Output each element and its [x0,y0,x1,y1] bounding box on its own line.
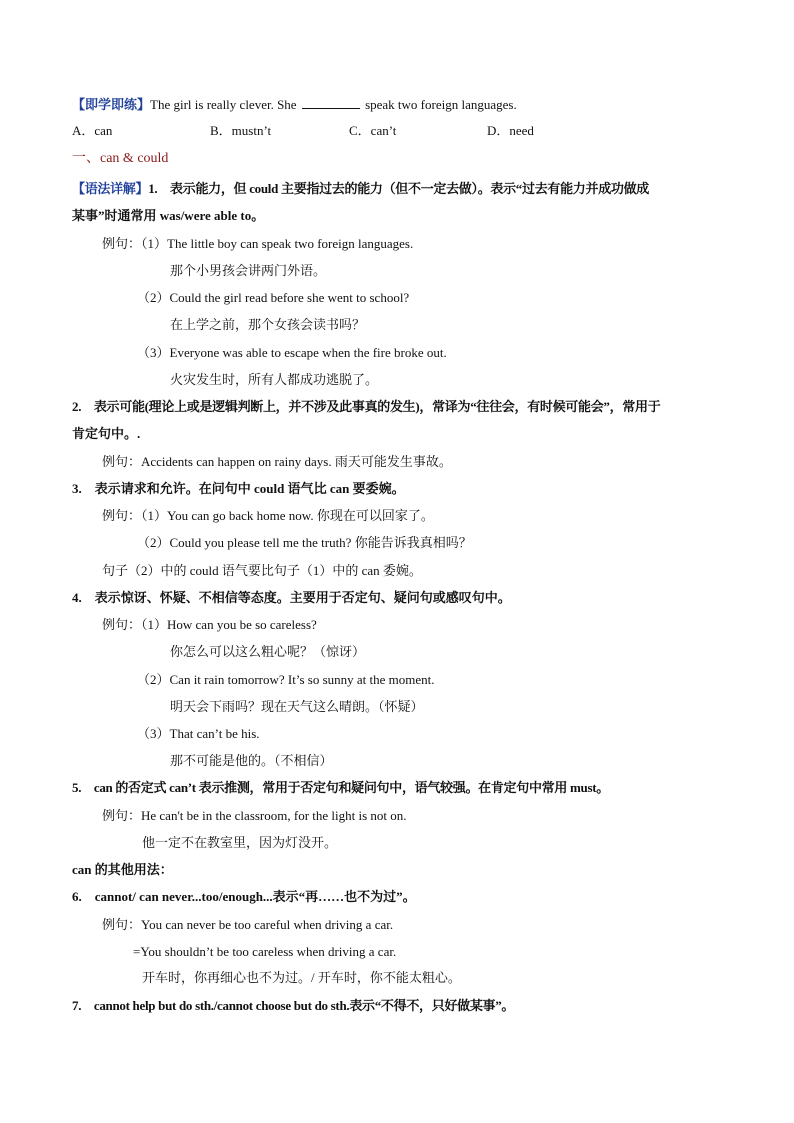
point-2-heading: 2. 表示可能(理论上或是逻辑判断上，并不涉及此事真的发生)，常译为“往往会，有时候可能会”，常用于 [72,399,661,414]
practice-tag: 【即学即练】 [72,97,151,112]
point-4-example-3-zh: 那不可能是他的。（不相信） [170,753,333,768]
point-5-example-zh: 他一定不在教室里，因为灯没开。 [142,835,338,850]
point-1-heading-cont: 某事”时通常用 was/were able to。 [72,208,265,223]
point-4-example-3: （3）That can’t be his. [137,726,260,741]
point-2-example: 例句：Accidents can happen on rainy days. 雨天可能发生事故。 [102,454,452,469]
grammar-tag: 【语法详解】 [72,181,149,196]
point-1-example-3: （3）Everyone was able to escape when the fire broke out. [137,345,447,360]
point-4-heading: 4. 表示惊讶、怀疑、不相信等态度。主要用于否定句、疑问句或感叹句中。 [72,590,511,605]
other-uses-title: can 的其他用法： [72,862,173,877]
point-3-example-2: （2）Could you please tell me the truth? 你能告诉我真相吗？ [137,535,472,550]
point-6-example-2: =You shouldn’t be too careless when driving a car. [133,944,397,959]
point-6-heading: 6. cannot/ can never...too/enough...表示“再……也不为过”。 [72,889,416,904]
point-5-heading: 5. can 的否定式 can’t 表示推测，常用于否定句和疑问句中，语气较强。在肯定句中常用 must。 [72,780,609,795]
point-3-example-1: 例句：（1）You can go back home now. 你现在可以回家了。 [102,508,434,523]
point-4-example-2: （2）Can it rain tomorrow? It’s so sunny at the moment. [137,672,435,687]
point-1-example-3-zh: 火灾发生时，所有人都成功逃脱了。 [170,372,379,387]
practice-question [72,95,517,114]
point-4-example-2-zh: 明天会下雨吗？现在天气这么晴朗。（怀疑） [170,699,424,714]
point-4-example-1: 例句：（1）How can you be so careless? [102,617,317,632]
answer-blank [302,95,360,109]
point-1-heading: 【语法详解】1. 表示能力，但 could 主要指过去的能力（但不一定去做）。表示“过去有能力并成功做成 [72,181,649,196]
point-5-example: 例句：He can't be in the classroom, for the light is not on. [102,808,407,823]
point-4-example-1-zh: 你怎么可以这么粗心呢？（惊讶） [170,644,366,659]
practice-stem-before: The girl is really clever. She [150,97,297,112]
practice-stem-after: speak two foreign languages. [365,97,517,112]
point-7-heading: 7. cannot help but do sth./cannot choose but do sth.表示“不得不，只好做某事”。 [72,998,515,1013]
option-c: C．can’t [349,123,397,138]
option-b: B．mustn’t [210,123,272,138]
point-3-heading: 3. 表示请求和允许。在问句中 could 语气比 can 要委婉。 [72,481,405,496]
point-1-example-1-zh: 那个小男孩会讲两门外语。 [170,263,327,278]
section-title: 一、can & could [72,151,169,166]
option-d: D．need [487,123,534,138]
option-a: A．can [72,123,113,138]
point-1-example-2-zh: 在上学之前，那个女孩会读书吗？ [170,317,366,332]
point-1-example-1: 例句：（1）The little boy can speak two foreign languages. [102,236,414,251]
point-1-example-2: （2）Could the girl read before she went to school? [137,290,410,305]
point-6-example-zh: 开车时，你再细心也不为过。/ 开车时，你不能太粗心。 [142,970,461,985]
point-6-example-1: 例句：You can never be too careful when driving a car. [102,917,394,932]
point-2-heading-cont: 肯定句中。. [72,426,141,441]
point-3-note: 句子（2）中的 could 语气要比句子（1）中的 can 委婉。 [102,563,422,578]
